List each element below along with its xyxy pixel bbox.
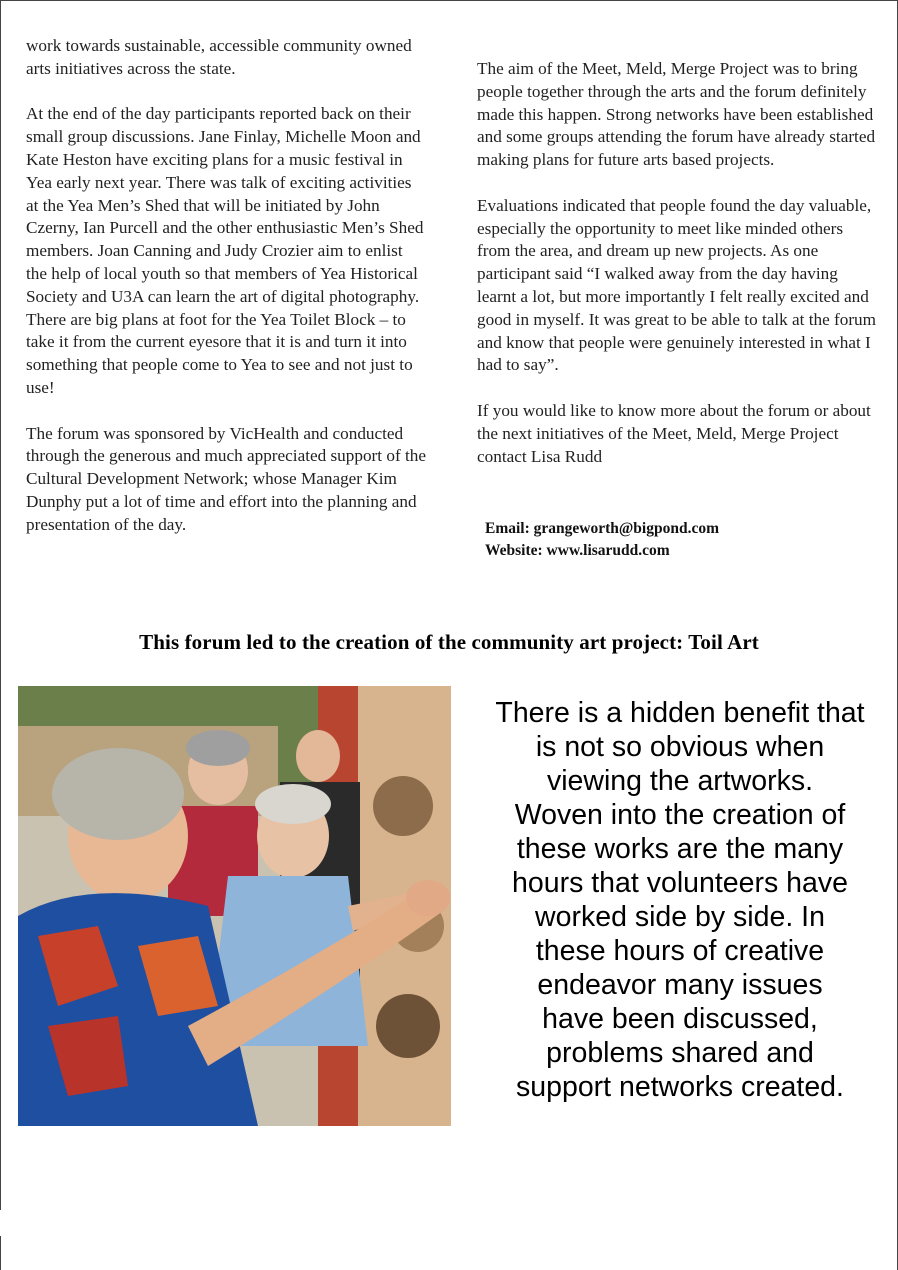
right-paragraph-3: If you would like to know more about the forum or about the next initiatives of the Meet, Meld, Merge Project contact Lisa Rudd xyxy=(477,400,871,466)
photo-illustration xyxy=(18,686,451,1126)
email-line: Email: grangeworth@bigpond.com xyxy=(485,520,720,537)
quote-line: viewing the artworks. xyxy=(546,765,814,797)
quote-line: hours that volunteers have xyxy=(512,867,848,899)
left-column xyxy=(26,35,426,559)
quote-line: There is a hidden benefit that xyxy=(495,697,865,729)
quote-line: these works are the many xyxy=(516,833,844,865)
quote-line: worked side by side. In xyxy=(535,901,825,933)
right-paragraph-1: The aim of the Meet, Meld, Merge Project was to bring people together through the arts and the forum definitely made this happen. Strong networks have been established and some groups attending the forum have already started making plans for future arts based projects. xyxy=(477,59,876,170)
headline: This forum led to the creation of the community art project: Toil Art xyxy=(139,630,759,654)
page-border-left-lower xyxy=(0,1236,1,1270)
quote-line: problems shared and xyxy=(546,1037,814,1069)
left-paragraph-3: The forum was sponsored by VicHealth and conducted through the generous and much appreciated support of the Cultural Development Network; whose Manager Kim Dunphy put a lot of time and effort into the planning and presentation of the day. xyxy=(26,423,426,534)
quote-line: Woven into the creation of xyxy=(514,799,846,831)
right-column xyxy=(477,58,877,491)
quote-line: support networks created. xyxy=(516,1071,844,1103)
left-paragraph-1: work towards sustainable, accessible community owned arts initiatives across the state. xyxy=(26,36,412,78)
quote-line: have been discussed, xyxy=(542,1003,818,1035)
left-paragraph-2: At the end of the day participants reported back on their small group discussions. Jane Finlay, Michelle Moon and Kate Heston have exciting plans for a music festival in Yea early next year. There was talk of exciting activities at the Yea Men’s Shed that will be initiated by John Czerny, Ian Purcell and the other enthusiastic Men’s Shed members. Joan Canning and Judy Crozier aim to enlist the help of local youth so that members of Yea Historical Society and U3A can learn the art of digital photography. There are big plans at foot for the Yea Toilet Block – to take it from the current eyesore that it is and turn it into something that people come to Yea to see and not just to use! xyxy=(26,104,424,397)
quote-line: endeavor many issues xyxy=(537,969,823,1001)
page-border-left xyxy=(0,0,1,1210)
volunteers-photo xyxy=(18,686,451,1126)
quote-line: is not so obvious when xyxy=(535,731,825,763)
website-line: Website: www.lisarudd.com xyxy=(485,542,670,559)
quote-line: these hours of creative xyxy=(535,935,825,967)
quote-text xyxy=(470,696,890,1104)
page-border-top xyxy=(0,0,898,1)
right-paragraph-2: Evaluations indicated that people found the day valuable, especially the opportunity to meet like minded others from the area, and dream up new projects. As one participant said “I walked away from the day having learnt a lot, but more importantly I felt really excited and good in myself. It was great to be able to talk at the forum and know that people were genuinely interested in what I had to say”. xyxy=(477,195,877,375)
contact-block xyxy=(485,518,719,562)
